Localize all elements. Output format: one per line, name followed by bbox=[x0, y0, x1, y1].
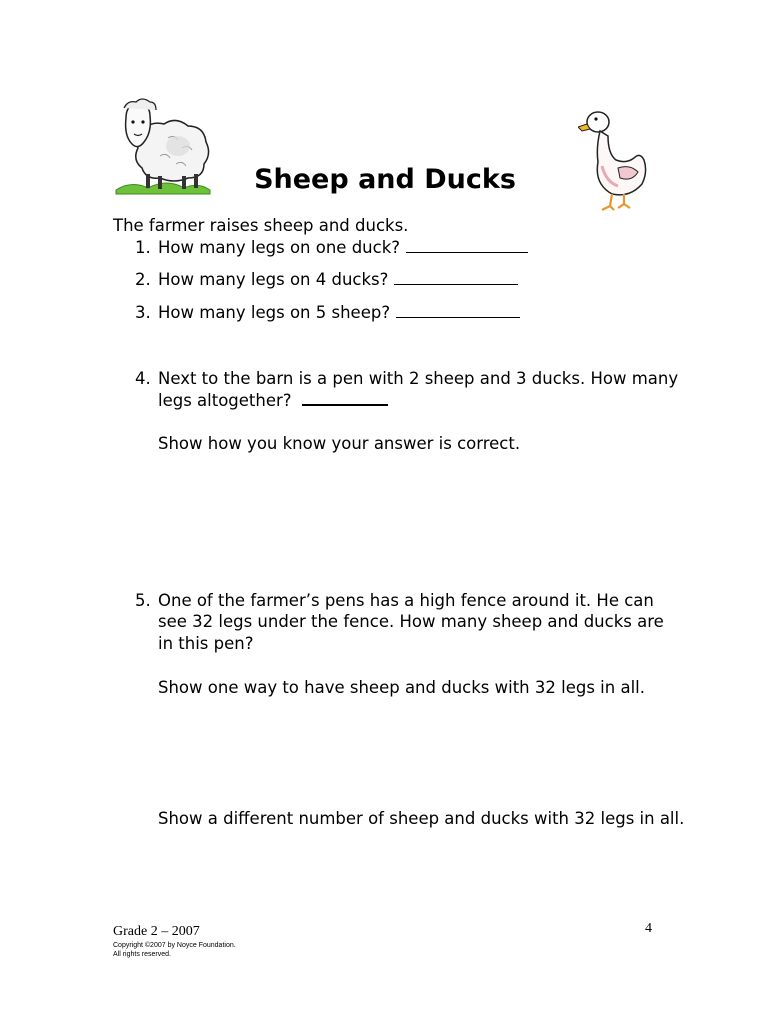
question-3-number: 3. bbox=[135, 303, 151, 322]
footer-grade: Grade 2 – 2007 bbox=[113, 924, 200, 939]
page-number: 4 bbox=[645, 921, 652, 936]
question-1-number: 1. bbox=[135, 238, 151, 257]
question-3-text: How many legs on 5 sheep? bbox=[158, 303, 391, 322]
rights-text: All rights reserved. bbox=[113, 951, 171, 958]
question-2 bbox=[158, 270, 518, 289]
question-1 bbox=[158, 238, 528, 257]
question-1-text: How many legs on one duck? bbox=[158, 238, 401, 257]
question-5-line-2: see 32 legs under the fence. How many sheep and ducks are bbox=[158, 612, 664, 631]
answer-blank-1[interactable] bbox=[406, 251, 528, 253]
question-4-number: 4. bbox=[135, 369, 151, 388]
answer-blank-3[interactable] bbox=[396, 316, 520, 318]
question-5-line-1: One of the farmer’s pens has a high fence around it. He can bbox=[158, 591, 654, 610]
question-4-prompt: Show how you know your answer is correct. bbox=[158, 434, 521, 453]
sheep-illustration bbox=[112, 98, 212, 196]
copyright-text: Copyright ©2007 by Noyce Foundation. bbox=[113, 942, 236, 949]
question-4-line-2-text: legs altogether? bbox=[158, 391, 292, 410]
intro-text: The farmer raises sheep and ducks. bbox=[113, 216, 409, 235]
answer-blank-4[interactable] bbox=[302, 403, 388, 406]
question-4-line-1: Next to the barn is a pen with 2 sheep and 3 ducks. How many bbox=[158, 369, 679, 388]
question-5-line-3: in this pen? bbox=[158, 634, 254, 653]
question-2-text: How many legs on 4 ducks? bbox=[158, 270, 389, 289]
question-2-number: 2. bbox=[135, 270, 151, 289]
page-title: Sheep and Ducks bbox=[254, 164, 516, 195]
question-5-prompt-1: Show one way to have sheep and ducks with 32 legs in all. bbox=[158, 678, 645, 697]
question-3 bbox=[158, 303, 520, 322]
duck-illustration bbox=[578, 106, 650, 214]
question-5-prompt-2: Show a different number of sheep and ducks with 32 legs in all. bbox=[158, 809, 685, 828]
answer-blank-2[interactable] bbox=[394, 283, 518, 285]
question-5-number: 5. bbox=[135, 591, 151, 610]
question-4-line-2 bbox=[158, 391, 388, 410]
